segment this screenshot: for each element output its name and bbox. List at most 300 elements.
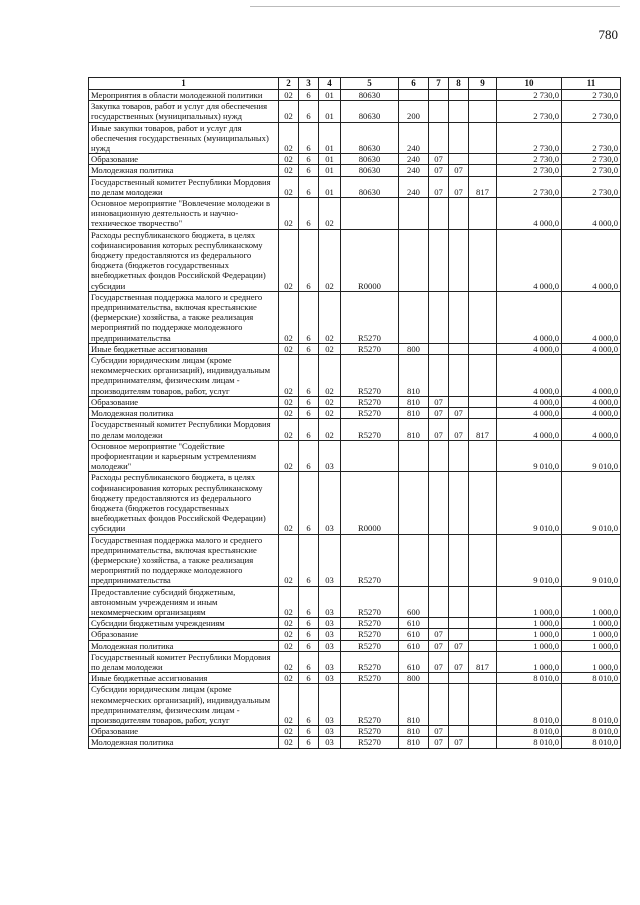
cell-section: 02	[279, 90, 299, 101]
cell-section: 02	[279, 176, 299, 197]
cell-event: 03	[319, 534, 341, 586]
table-body	[89, 90, 621, 749]
cell-name: Молодежная политика	[89, 165, 279, 176]
table-row	[89, 618, 621, 629]
cell-chapter	[429, 90, 449, 101]
table-row	[89, 673, 621, 684]
table-row	[89, 629, 621, 640]
cell-target: 80630	[341, 90, 399, 101]
cell-subsection	[449, 122, 469, 154]
cell-expense-type: 800	[399, 673, 429, 684]
cell-sum-2019: 2 730,0	[497, 101, 562, 122]
column-header-5: 5	[341, 78, 399, 90]
table-row	[89, 440, 621, 472]
table-row	[89, 534, 621, 586]
cell-subprogram: 6	[299, 291, 319, 343]
cell-section: 02	[279, 629, 299, 640]
cell-sum-2020: 1 000,0	[562, 640, 621, 651]
cell-subprogram: 6	[299, 640, 319, 651]
cell-sum-2020: 8 010,0	[562, 726, 621, 737]
cell-sum-2019: 1 000,0	[497, 618, 562, 629]
cell-subsection	[449, 472, 469, 534]
cell-target	[341, 440, 399, 472]
cell-ministry	[469, 90, 497, 101]
cell-ministry	[469, 472, 497, 534]
cell-target: 80630	[341, 122, 399, 154]
column-header-4: 4	[319, 78, 341, 90]
column-header-10: 10	[497, 78, 562, 90]
cell-chapter	[429, 618, 449, 629]
cell-expense-type: 200	[399, 101, 429, 122]
cell-ministry	[469, 291, 497, 343]
cell-target: R0000	[341, 472, 399, 534]
cell-chapter	[429, 673, 449, 684]
cell-expense-type: 810	[399, 419, 429, 440]
cell-expense-type	[399, 534, 429, 586]
budget-table	[88, 77, 621, 749]
cell-target: R0000	[341, 229, 399, 291]
cell-subsection	[449, 396, 469, 407]
cell-target: R5270	[341, 291, 399, 343]
cell-sum-2020: 4 000,0	[562, 355, 621, 397]
cell-name: Государственная поддержка малого и среднего предпринимательства, включая крестьянские (фермерские) хозяйства, а также реализация мероприятий по поддержке молодежного предпринимательства	[89, 291, 279, 343]
cell-target: R5270	[341, 684, 399, 726]
cell-chapter: 07	[429, 154, 449, 165]
cell-sum-2019: 9 010,0	[497, 440, 562, 472]
cell-event: 01	[319, 176, 341, 197]
column-header-3: 3	[299, 78, 319, 90]
table-row	[89, 90, 621, 101]
cell-target: R5270	[341, 618, 399, 629]
cell-expense-type: 810	[399, 408, 429, 419]
cell-expense-type: 810	[399, 726, 429, 737]
cell-sum-2019: 4 000,0	[497, 343, 562, 354]
cell-sum-2019: 2 730,0	[497, 90, 562, 101]
cell-sum-2020: 1 000,0	[562, 586, 621, 618]
cell-subprogram: 6	[299, 355, 319, 397]
cell-sum-2020: 2 730,0	[562, 101, 621, 122]
cell-section: 02	[279, 651, 299, 672]
cell-section: 02	[279, 618, 299, 629]
cell-subsection: 07	[449, 408, 469, 419]
table-row	[89, 640, 621, 651]
cell-subsection	[449, 291, 469, 343]
cell-sum-2019: 1 000,0	[497, 651, 562, 672]
cell-name: Основное мероприятие "Вовлечение молодежи в инновационную деятельность и научно-техническое творчество"	[89, 198, 279, 230]
cell-sum-2019: 8 010,0	[497, 726, 562, 737]
cell-subsection	[449, 154, 469, 165]
cell-name: Закупка товаров, работ и услуг для обеспечения государственных (муниципальных) нужд	[89, 101, 279, 122]
cell-section: 02	[279, 154, 299, 165]
cell-expense-type: 240	[399, 154, 429, 165]
cell-sum-2019: 2 730,0	[497, 122, 562, 154]
cell-ministry	[469, 165, 497, 176]
table-row	[89, 229, 621, 291]
cell-sum-2020: 2 730,0	[562, 122, 621, 154]
column-header-1: 1	[89, 78, 279, 90]
cell-event: 02	[319, 343, 341, 354]
cell-event: 01	[319, 90, 341, 101]
cell-subsection	[449, 618, 469, 629]
cell-subprogram: 6	[299, 419, 319, 440]
cell-expense-type: 610	[399, 629, 429, 640]
cell-ministry: 817	[469, 419, 497, 440]
cell-target: R5270	[341, 651, 399, 672]
cell-sum-2019: 1 000,0	[497, 586, 562, 618]
cell-event: 02	[319, 229, 341, 291]
cell-sum-2020: 8 010,0	[562, 673, 621, 684]
cell-subsection	[449, 229, 469, 291]
cell-subprogram: 6	[299, 101, 319, 122]
cell-target: R5270	[341, 726, 399, 737]
cell-sum-2019: 1 000,0	[497, 629, 562, 640]
cell-subprogram: 6	[299, 737, 319, 748]
cell-sum-2019: 4 000,0	[497, 355, 562, 397]
cell-sum-2020: 1 000,0	[562, 651, 621, 672]
cell-expense-type: 240	[399, 122, 429, 154]
cell-expense-type	[399, 440, 429, 472]
cell-ministry	[469, 408, 497, 419]
cell-event: 03	[319, 640, 341, 651]
cell-section: 02	[279, 355, 299, 397]
cell-sum-2020: 4 000,0	[562, 198, 621, 230]
cell-section: 02	[279, 229, 299, 291]
cell-name: Иные бюджетные ассигнования	[89, 673, 279, 684]
cell-name: Иные бюджетные ассигнования	[89, 343, 279, 354]
cell-subsection	[449, 726, 469, 737]
cell-event: 03	[319, 586, 341, 618]
cell-target: R5270	[341, 586, 399, 618]
cell-target: R5270	[341, 673, 399, 684]
cell-subsection	[449, 355, 469, 397]
cell-section: 02	[279, 165, 299, 176]
column-header-8: 8	[449, 78, 469, 90]
cell-chapter	[429, 586, 449, 618]
cell-ministry: 817	[469, 176, 497, 197]
cell-chapter: 07	[429, 165, 449, 176]
cell-expense-type	[399, 229, 429, 291]
cell-event: 01	[319, 154, 341, 165]
cell-event: 02	[319, 198, 341, 230]
cell-chapter: 07	[429, 408, 449, 419]
cell-event: 01	[319, 122, 341, 154]
cell-sum-2020: 4 000,0	[562, 408, 621, 419]
cell-sum-2019: 4 000,0	[497, 396, 562, 407]
cell-sum-2019: 8 010,0	[497, 737, 562, 748]
cell-chapter	[429, 198, 449, 230]
cell-event: 03	[319, 472, 341, 534]
cell-name: Предоставление субсидий бюджетным, автономным учреждениям и иным некоммерческим организациям	[89, 586, 279, 618]
cell-name: Государственный комитет Республики Мордовия по делам молодежи	[89, 176, 279, 197]
cell-subprogram: 6	[299, 176, 319, 197]
table-row	[89, 396, 621, 407]
cell-section: 02	[279, 419, 299, 440]
cell-ministry	[469, 440, 497, 472]
cell-sum-2020: 1 000,0	[562, 629, 621, 640]
cell-name: Мероприятия в области молодежной политики	[89, 90, 279, 101]
cell-name: Государственная поддержка малого и среднего предпринимательства, включая крестьянские (фермерские) хозяйства, а также реализация мероприятий по поддержке молодежного предпринимательства	[89, 534, 279, 586]
cell-sum-2020: 4 000,0	[562, 229, 621, 291]
cell-sum-2020: 8 010,0	[562, 737, 621, 748]
cell-subsection	[449, 684, 469, 726]
cell-ministry	[469, 396, 497, 407]
cell-event: 02	[319, 396, 341, 407]
cell-name: Молодежная политика	[89, 640, 279, 651]
cell-chapter	[429, 101, 449, 122]
cell-subsection: 07	[449, 651, 469, 672]
cell-sum-2020: 9 010,0	[562, 472, 621, 534]
cell-event: 02	[319, 291, 341, 343]
cell-sum-2019: 8 010,0	[497, 673, 562, 684]
cell-chapter	[429, 684, 449, 726]
cell-sum-2019: 1 000,0	[497, 640, 562, 651]
cell-name: Субсидии юридическим лицам (кроме некоммерческих организаций), индивидуальным предпринимателям, физическим лицам - производителям товаров, работ, услуг	[89, 684, 279, 726]
cell-target: R5270	[341, 629, 399, 640]
cell-section: 02	[279, 737, 299, 748]
cell-sum-2020: 4 000,0	[562, 343, 621, 354]
column-header-2: 2	[279, 78, 299, 90]
cell-name: Образование	[89, 154, 279, 165]
cell-subsection: 07	[449, 419, 469, 440]
cell-expense-type: 610	[399, 618, 429, 629]
cell-section: 02	[279, 101, 299, 122]
cell-chapter: 07	[429, 640, 449, 651]
cell-ministry	[469, 198, 497, 230]
table-row	[89, 586, 621, 618]
table-row	[89, 355, 621, 397]
cell-subsection	[449, 343, 469, 354]
cell-section: 02	[279, 440, 299, 472]
cell-subprogram: 6	[299, 534, 319, 586]
cell-section: 02	[279, 122, 299, 154]
cell-section: 02	[279, 291, 299, 343]
cell-event: 03	[319, 673, 341, 684]
cell-event: 02	[319, 355, 341, 397]
table-row	[89, 651, 621, 672]
cell-target: R5270	[341, 419, 399, 440]
cell-name: Субсидии юридическим лицам (кроме некоммерческих организаций), индивидуальным предпринимателям, физическим лицам - производителям товаров, работ, услуг	[89, 355, 279, 397]
cell-sum-2020: 1 000,0	[562, 618, 621, 629]
cell-ministry	[469, 122, 497, 154]
cell-event: 03	[319, 684, 341, 726]
table-row	[89, 101, 621, 122]
cell-event: 02	[319, 408, 341, 419]
cell-name: Государственный комитет Республики Мордовия по делам молодежи	[89, 651, 279, 672]
cell-expense-type	[399, 90, 429, 101]
cell-subprogram: 6	[299, 90, 319, 101]
cell-section: 02	[279, 673, 299, 684]
cell-event: 02	[319, 419, 341, 440]
cell-sum-2020: 9 010,0	[562, 534, 621, 586]
cell-ministry	[469, 737, 497, 748]
cell-sum-2020: 4 000,0	[562, 291, 621, 343]
cell-target: R5270	[341, 640, 399, 651]
cell-ministry	[469, 684, 497, 726]
cell-section: 02	[279, 472, 299, 534]
cell-section: 02	[279, 343, 299, 354]
cell-event: 01	[319, 165, 341, 176]
cell-target: R5270	[341, 396, 399, 407]
cell-expense-type	[399, 198, 429, 230]
cell-expense-type: 600	[399, 586, 429, 618]
cell-section: 02	[279, 534, 299, 586]
cell-name: Государственный комитет Республики Мордовия по делам молодежи	[89, 419, 279, 440]
cell-ministry	[469, 343, 497, 354]
table-row	[89, 737, 621, 748]
cell-target: R5270	[341, 355, 399, 397]
cell-subsection	[449, 440, 469, 472]
cell-subprogram: 6	[299, 629, 319, 640]
cell-sum-2020: 2 730,0	[562, 154, 621, 165]
cell-chapter	[429, 229, 449, 291]
cell-expense-type: 610	[399, 651, 429, 672]
cell-sum-2019: 9 010,0	[497, 534, 562, 586]
cell-event: 03	[319, 629, 341, 640]
table-row	[89, 165, 621, 176]
cell-subprogram: 6	[299, 229, 319, 291]
cell-target: 80630	[341, 101, 399, 122]
cell-target: R5270	[341, 534, 399, 586]
cell-sum-2020: 4 000,0	[562, 419, 621, 440]
table-header-row	[89, 78, 621, 90]
cell-name: Субсидии бюджетным учреждениям	[89, 618, 279, 629]
cell-event: 03	[319, 726, 341, 737]
cell-expense-type: 610	[399, 640, 429, 651]
cell-chapter: 07	[429, 726, 449, 737]
table-row	[89, 684, 621, 726]
table-row	[89, 472, 621, 534]
cell-subsection	[449, 90, 469, 101]
cell-name: Расходы республиканского бюджета, в целях софинансирования которых республиканскому бюджету предоставляются из федерального бюджета (бюджетов государственных внебюджетных фондов Российской Федерации) субсидии	[89, 229, 279, 291]
cell-sum-2019: 9 010,0	[497, 472, 562, 534]
cell-sum-2019: 2 730,0	[497, 154, 562, 165]
cell-chapter: 07	[429, 629, 449, 640]
cell-expense-type: 810	[399, 396, 429, 407]
cell-ministry	[469, 154, 497, 165]
column-header-6: 6	[399, 78, 429, 90]
cell-sum-2019: 4 000,0	[497, 419, 562, 440]
cell-target: 80630	[341, 176, 399, 197]
table-row	[89, 343, 621, 354]
cell-ministry	[469, 534, 497, 586]
cell-subprogram: 6	[299, 343, 319, 354]
cell-subprogram: 6	[299, 673, 319, 684]
cell-expense-type: 810	[399, 737, 429, 748]
cell-event: 03	[319, 440, 341, 472]
cell-section: 02	[279, 640, 299, 651]
cell-expense-type: 240	[399, 176, 429, 197]
cell-target: R5270	[341, 737, 399, 748]
cell-sum-2019: 2 730,0	[497, 176, 562, 197]
cell-ministry	[469, 101, 497, 122]
cell-chapter	[429, 122, 449, 154]
column-header-7: 7	[429, 78, 449, 90]
cell-subsection	[449, 629, 469, 640]
cell-chapter	[429, 440, 449, 472]
cell-target	[341, 198, 399, 230]
cell-expense-type	[399, 472, 429, 534]
cell-subprogram: 6	[299, 122, 319, 154]
cell-subsection	[449, 198, 469, 230]
cell-ministry: 817	[469, 651, 497, 672]
cell-chapter	[429, 355, 449, 397]
cell-sum-2020: 9 010,0	[562, 440, 621, 472]
cell-chapter: 07	[429, 396, 449, 407]
cell-sum-2019: 4 000,0	[497, 229, 562, 291]
cell-event: 01	[319, 101, 341, 122]
cell-name: Образование	[89, 629, 279, 640]
cell-subprogram: 6	[299, 154, 319, 165]
table-row	[89, 291, 621, 343]
cell-name: Образование	[89, 726, 279, 737]
cell-subprogram: 6	[299, 472, 319, 534]
cell-chapter	[429, 534, 449, 586]
cell-subsection: 07	[449, 737, 469, 748]
cell-subsection: 07	[449, 640, 469, 651]
cell-expense-type	[399, 291, 429, 343]
cell-sum-2019: 4 000,0	[497, 291, 562, 343]
cell-ministry	[469, 673, 497, 684]
cell-chapter: 07	[429, 737, 449, 748]
cell-name: Основное мероприятие "Содействие профориентации и карьерным устремлениям молодежи"	[89, 440, 279, 472]
cell-name: Образование	[89, 396, 279, 407]
cell-section: 02	[279, 726, 299, 737]
cell-sum-2019: 4 000,0	[497, 198, 562, 230]
cell-ministry	[469, 629, 497, 640]
cell-subprogram: 6	[299, 396, 319, 407]
cell-expense-type: 810	[399, 355, 429, 397]
cell-subsection: 07	[449, 165, 469, 176]
cell-ministry	[469, 640, 497, 651]
cell-subprogram: 6	[299, 586, 319, 618]
cell-name: Молодежная политика	[89, 408, 279, 419]
table-row	[89, 176, 621, 197]
cell-sum-2020: 2 730,0	[562, 165, 621, 176]
cell-sum-2020: 2 730,0	[562, 90, 621, 101]
cell-sum-2020: 2 730,0	[562, 176, 621, 197]
cell-target: 80630	[341, 165, 399, 176]
cell-subprogram: 6	[299, 165, 319, 176]
cell-event: 03	[319, 737, 341, 748]
table-row	[89, 122, 621, 154]
cell-sum-2019: 8 010,0	[497, 684, 562, 726]
cell-chapter: 07	[429, 651, 449, 672]
table-row	[89, 408, 621, 419]
cell-subsection: 07	[449, 176, 469, 197]
cell-event: 03	[319, 618, 341, 629]
cell-name: Расходы республиканского бюджета, в целях софинансирования которых республиканскому бюджету предоставляются из федерального бюджета (бюджетов государственных внебюджетных фондов Российской Федерации) субсидии	[89, 472, 279, 534]
cell-expense-type: 240	[399, 165, 429, 176]
cell-name: Иные закупки товаров, работ и услуг для обеспечения государственных (муниципальных) нужд	[89, 122, 279, 154]
cell-ministry	[469, 726, 497, 737]
cell-section: 02	[279, 586, 299, 618]
cell-section: 02	[279, 684, 299, 726]
cell-chapter	[429, 291, 449, 343]
scan-top-line	[250, 6, 620, 7]
cell-target: R5270	[341, 343, 399, 354]
table-row	[89, 419, 621, 440]
cell-subprogram: 6	[299, 440, 319, 472]
cell-chapter	[429, 472, 449, 534]
cell-section: 02	[279, 198, 299, 230]
cell-target: R5270	[341, 408, 399, 419]
cell-subsection	[449, 586, 469, 618]
cell-sum-2020: 4 000,0	[562, 396, 621, 407]
cell-subprogram: 6	[299, 684, 319, 726]
cell-ministry	[469, 618, 497, 629]
cell-chapter	[429, 343, 449, 354]
cell-subprogram: 6	[299, 408, 319, 419]
